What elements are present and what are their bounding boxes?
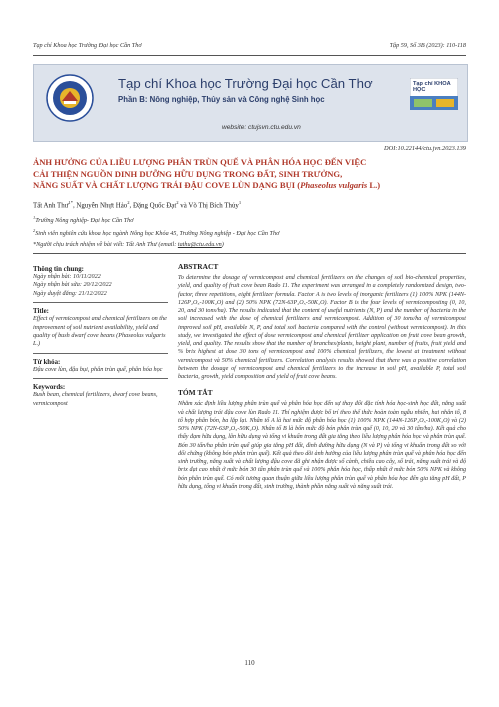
article-title-line-3-text: NĂNG SUẤT VÀ CHẤT LƯỢNG TRÁI ĐẬU COVE LÙN DẠNG BỤI ( <box>33 180 301 191</box>
keywords-vi: Đậu cove lùn, đậu bụi, phân trùn quế, phân hóa học <box>33 365 163 373</box>
journal-name: Tạp chí Khoa học Trường Đại học Cần Thơ <box>118 76 373 91</box>
article-title <box>33 157 466 192</box>
affiliation-2-text: Sinh viên nghiên cứu khoa học ngành Nông học Khóa 45, Trường Nông nghiệp - Đại học Cần Thơ <box>35 230 280 238</box>
info-heading: Thông tin chung: <box>33 266 84 273</box>
doi: DOI:10.22144/ctu.jvn.2023.139 <box>383 145 466 152</box>
keywords-en: Bush bean, chemical fertilizers, dwarf cove beans, vermicompost <box>33 391 158 407</box>
header-rule <box>33 55 466 56</box>
journal-website: website: ctujsvn.ctu.edu.vn <box>222 124 301 131</box>
journal-cover-text: Tạp chí KHOA HỌC <box>413 81 451 94</box>
author-1-sup: 1* <box>68 200 73 205</box>
affiliation-1 <box>33 215 134 224</box>
article-title-line-3 <box>33 180 466 192</box>
running-header-volume: Tập 59, Số 3B (2023): 110-118 <box>389 42 466 49</box>
author-4-sup: 1 <box>238 200 242 205</box>
affiliation-rule <box>33 253 466 254</box>
author-2: , Nguyễn Nhựt Hảo <box>72 202 128 210</box>
ctu-journal-cover-icon <box>410 78 458 110</box>
abstract-column <box>178 262 466 491</box>
article-info-column <box>33 266 168 408</box>
author-3-sup: 2 <box>176 200 179 205</box>
running-header <box>33 42 466 54</box>
affiliation-2-sup: 2 <box>33 228 36 233</box>
keywords-vi-heading: Từ khóa: <box>33 358 61 366</box>
corresponding-author <box>33 241 224 248</box>
author-3: , Đặng Quốc Đạt <box>129 202 177 210</box>
corresponding-suffix: ) <box>221 241 224 248</box>
affiliation-1-text: Trường Nông nghiệp- Đại học Cần Thơ <box>35 217 134 225</box>
author-1: Tất Anh Thư <box>33 202 69 210</box>
date-revised: Ngày nhận bài sửa: 20/12/2022 <box>33 281 112 289</box>
abstract-text: To determine the dosage of vermicompost and chemical fertilizers on the changes of soil bio-chemical properties, yield, and quality of fruit cove bean Rado 11. The experiment was arranged in a completely randomized design, two-factor, three repetitions, eight fertilizer formula. Factor A is two levels of inorganic fertilizers (1) 100% NPK (144N-126P₂O₅-100K₂O) and (2) 50% NPK (72N-63P₂O₅-50K₂O). Factor B is the four levels of vermicomposting (0, 10, 20, and 30 tons/ha). The results indicated that the content of useful nutrients (N, P) and the number of bacteria in the soil increased with the dose of chemical fertilizers and vermicompost. Addition of 30 tons/ha of vermicompost improved soil pH, available N, P, and total soil bacteria compared with the control (without vermicompost). In this study, we investigated the effect of dose vermicompost and chemical fertilizer application on fruit cove bean growth, yield, and quality. The results show that the number of branches/plants, height plant, number of fruits, fruit yield and % brix highest at dose 30 tons of vermicompost and 100% chemical fertilizers, the lowest at treatment without vermicompost và 50% chemical fertilizers. Correlation analysis results showed that there was a positive correlation between the dosage of vermicompost and chemical fertilizers to the increase in soil pH, available P, total soil bacteria, growth, yield composition and yield of fruit cove beans. <box>178 275 466 380</box>
article-title-line-2: CẢI THIỆN NGUỒN DINH DƯỠNG HỮU DỤNG TRONG ĐẤT, SINH TRƯỞNG, <box>33 168 343 179</box>
article-title-end: L.) <box>367 180 381 191</box>
author-2-sup: 2 <box>127 200 130 205</box>
info-divider-2 <box>33 353 168 354</box>
author-4: và Võ Thị Bích Thủy <box>178 202 239 210</box>
date-accepted: Ngày duyệt đăng: 21/12/2022 <box>33 289 107 297</box>
summary-heading: TÓM TẮT <box>178 388 213 398</box>
info-divider-3 <box>33 378 168 379</box>
journal-section: Phần B: Nông nghiệp, Thủy sản và Công nghệ Sinh học <box>118 95 325 104</box>
title-heading: Title: <box>33 308 49 316</box>
info-divider-1 <box>33 302 168 303</box>
affiliation-1-sup: 1 <box>33 215 36 220</box>
article-title-line-1: ẢNH HƯỞNG CỦA LIỀU LƯỢNG PHÂN TRÙN QUẾ VÀ PHÂN HÓA HỌC ĐẾN VIỆC <box>33 157 367 167</box>
corresponding-email-link[interactable]: tathu@ctu.edu.vn <box>177 241 222 248</box>
date-received: Ngày nhận bài: 10/11/2022 <box>33 273 101 280</box>
corresponding-prefix: *Người chịu trách nhiệm về bài viết: Tất Anh Thư (email: <box>33 241 178 248</box>
ctu-seal-icon <box>46 74 94 122</box>
running-header-journal: Tạp chí Khoa học Trường Đại học Cần Thơ <box>33 42 142 49</box>
summary-text: Nhằm xác định liều lượng phân trùn quế và phân hóa học đến sự thay đổi đặc tính hóa học-sinh học đất, năng suất và chất lượng trái đậu cove lùn Rado 11. Thí nghiệm được bố trí theo thể thức hoàn toàn ngẫu nhiên, hai nhân tố, 8 tổ hợp phân bón, ba lặp lại. Nhân tố A là hai mức độ phân hóa học (1) 100% NPK (144N-126P₂O₅-100K₂O) và (2) 50% NPK (72N-63P₂O₅-50K₂O). Nhân tố B là bốn mức độ bón phân trùn quế (0, 10, 20 và 30 tấn/ha). Kết quả cho thấy đạm hữu dụng, lân hữu dụng và tổng vi khuẩn trong đất gia tăng theo liều lượng phân hóa học và phân trùn quế. Bón 30 tấn/ha phân trùn quế giúp gia tăng pH đất, đình đường hữu dụng (N và P) và tổng vi khuẩn trong đất so với đối chứng (không bón phân trùn quế). Kết quả theo dõi ảnh hưởng của liều lượng phân trùn quế và phân hóa học đến sinh trưởng, năng suất và chất lượng đậu cove đã ghi nhận được số cành, chiều cao cây, số trái, năng suất trái và độ brix đạt cao nhất ở mức bón 30 tấn phân trùn quế và 100% phân hóa học, thấp nhất ở mức bón 50% NPK và không bón phân trùn quế. Có mối tương quan thuận giữa liều lượng phân trùn quế và phân hóa học đến gia tăng pH đất, P hữu dụng, tổng vi khuẩn trong đất, sinh trưởng, thành phần năng suất và năng suất trái. <box>178 401 466 490</box>
author-list <box>33 200 241 209</box>
page-number: 110 <box>244 659 255 667</box>
abstract-heading: ABSTRACT <box>178 262 219 271</box>
english-title: Effect of vermicompost and chemical fertilizers on the improvement of soil nutrient availability, yield and quality of bush dwarf cove beans (Phaseolus vulgaris L.) <box>33 315 167 348</box>
scientific-name: Phaseolus vulgaris <box>300 180 368 191</box>
keywords-en-heading: Keywords: <box>33 384 66 392</box>
affiliation-2 <box>33 228 279 237</box>
